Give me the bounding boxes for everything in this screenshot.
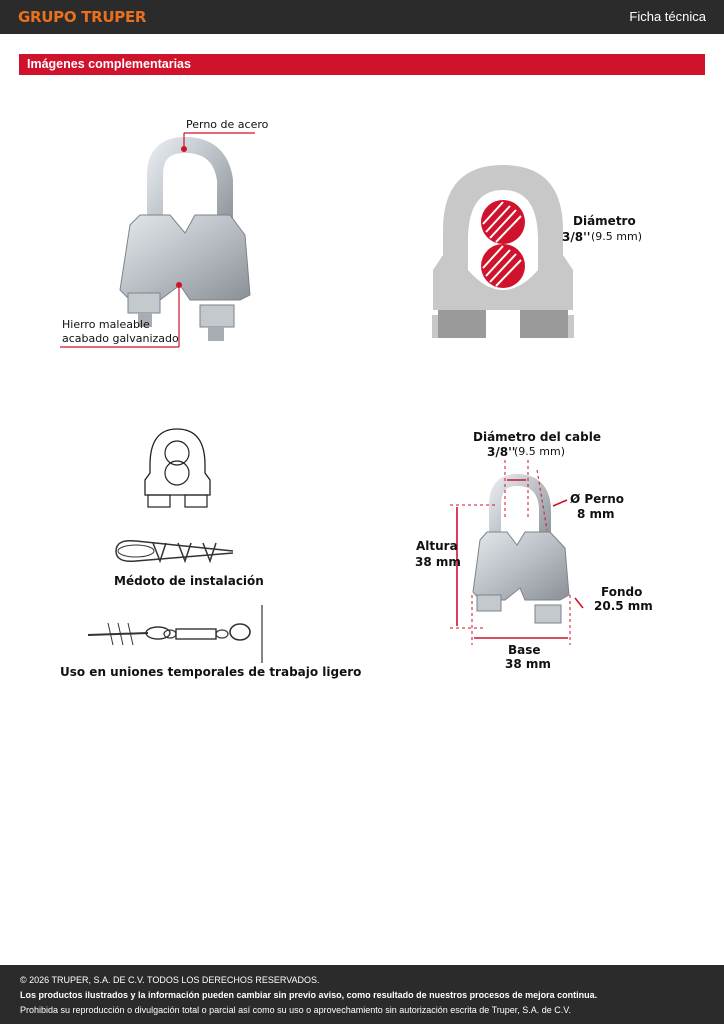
base-value: 38 mm: [505, 657, 551, 671]
bolt-diameter-title: Ø Perno: [570, 492, 625, 506]
iron-label-line1: Hierro maleable: [62, 318, 150, 331]
bolt-label: Perno de acero: [186, 118, 269, 131]
height-value: 38 mm: [415, 555, 461, 569]
depth-title: Fondo: [601, 585, 643, 599]
section-title: Imágenes complementarias: [27, 57, 191, 71]
depth-value: 20.5 mm: [594, 599, 653, 613]
turnbuckle-icon: [88, 605, 268, 663]
diameter-label: Diámetro: [573, 214, 636, 228]
prohibition-text: Prohibida su reproducción o divulgación total o parcial así como su uso o aprovechamiento sin autorización escrita de Truper, S.A. de C.V.: [20, 1005, 571, 1015]
page-footer: [0, 965, 724, 1024]
diameter-diagram: [428, 160, 578, 350]
cable-diameter-title: Diámetro del cable: [473, 430, 601, 444]
clamp-outline-icon: [140, 425, 215, 510]
bolt-diameter-value: 8 mm: [577, 507, 615, 521]
page-header: [0, 0, 724, 34]
diameter-mm: (9.5 mm): [591, 230, 643, 243]
section-title-bar: [19, 54, 705, 75]
copyright-text: © 2026 TRUPER, S.A. DE C.V. TODOS LOS DERECHOS RESERVADOS.: [20, 975, 320, 985]
cable-diameter-value: 3/8'': [487, 445, 516, 459]
cable-diameter-mm: (9.5 mm): [514, 445, 566, 458]
brand-logo: GRUPO TRUPER: [18, 8, 147, 26]
base-title: Base: [508, 643, 541, 657]
document-type: Ficha técnica: [629, 9, 706, 24]
clamp-dimensions-illustration: [445, 460, 595, 650]
disclaimer-text: Los productos ilustrados y la información pueden cambiar sin previo aviso, como resultado de nuestros procesos de mejora continua.: [20, 990, 598, 1000]
iron-label-line2: acabado galvanizado: [62, 332, 179, 345]
install-caption: Médoto de instalación: [114, 574, 264, 588]
use-caption: Uso en uniones temporales de trabajo ligero: [60, 665, 362, 679]
diameter-value: 3/8'': [562, 230, 591, 244]
cable-loop-icon: [108, 533, 238, 569]
height-title: Altura: [416, 539, 458, 553]
